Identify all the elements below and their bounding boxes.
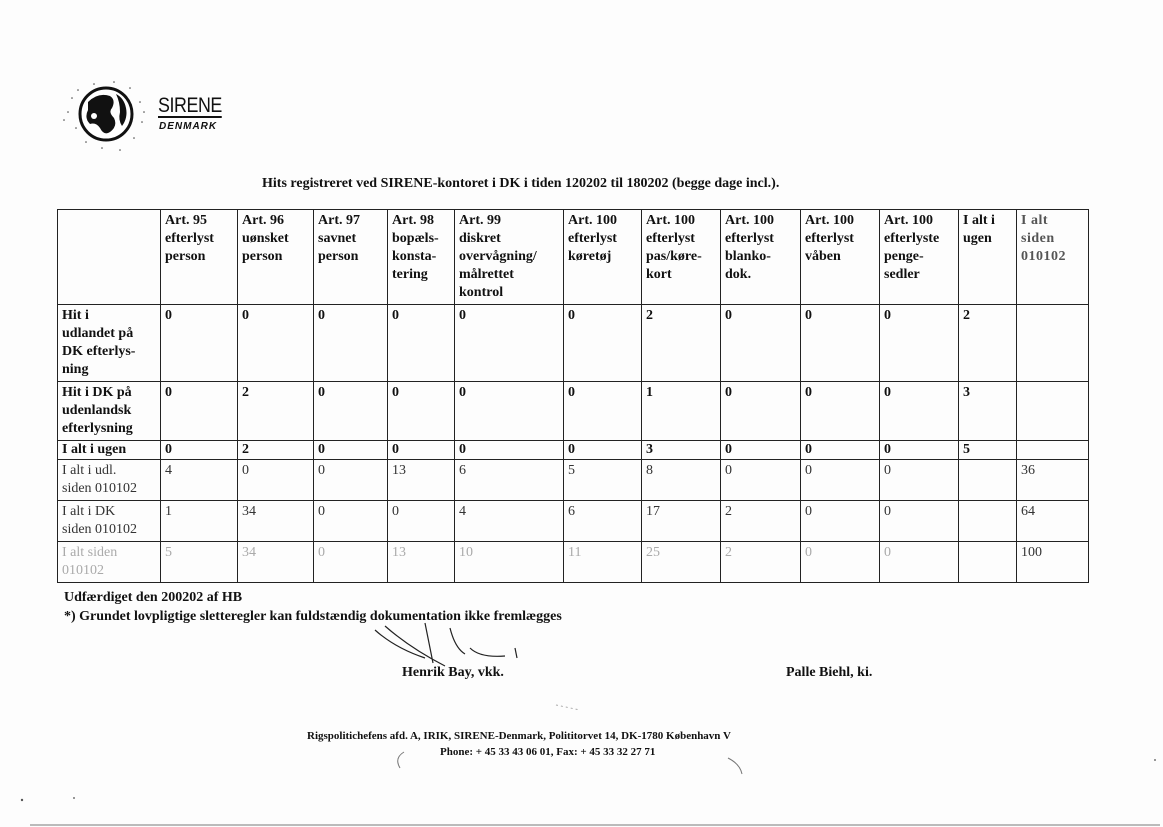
completed-by: Udfærdiget den 200202 af HB (64, 590, 243, 605)
row-label-line: I alt i DK (62, 504, 116, 519)
column-header-line: efterlyst (725, 231, 774, 246)
column-header-line: Art. 99 (459, 213, 501, 228)
table-cell: 5 (161, 542, 238, 583)
table-cell: 0 (564, 305, 642, 382)
table-cell: 13 (388, 460, 455, 501)
document-title: Hits registreret ved SIRENE-kontoret i DK i tiden 120202 til 180202 (begge dage incl.). (262, 176, 780, 191)
column-header-line: Art. 100 (805, 213, 854, 228)
table-cell: 0 (564, 382, 642, 441)
column-header-line: Art. 100 (646, 213, 695, 228)
column-header-line: Art. 97 (318, 213, 360, 228)
table-cell: 0 (455, 441, 564, 460)
table-cell: 2 (721, 501, 801, 542)
column-header-line: efterlyst (646, 231, 695, 246)
table-cell: 0 (388, 305, 455, 382)
footnote: *) Grundet lovpligtige sletteregler kan fuldstændig dokumentation ikke fremlægges (64, 609, 562, 624)
table-cell: 0 (388, 501, 455, 542)
table-cell: 0 (721, 305, 801, 382)
column-header-line: I alt (1021, 213, 1048, 228)
column-header-line: overvågning/ (459, 249, 537, 264)
table-cell: 1 (642, 382, 721, 441)
scan-edge (30, 824, 1160, 826)
table-cell: 0 (880, 382, 959, 441)
table-cell: 2 (959, 305, 1017, 382)
column-header-line: målrettet (459, 267, 514, 282)
table-cell: 0 (161, 305, 238, 382)
column-header-line: person (318, 249, 359, 264)
row-label-line: udenlandsk (62, 403, 132, 418)
row-label-line: Hit i (62, 308, 89, 323)
row-label-line: I alt siden (62, 545, 118, 560)
table-cell: 0 (880, 501, 959, 542)
table-cell: 0 (314, 501, 388, 542)
column-header-line: efterlyste (884, 231, 940, 246)
column-header-line: køretøj (568, 249, 612, 264)
column-header-line: person (242, 249, 283, 264)
table-cell: 0 (880, 460, 959, 501)
row-label-line: siden 010102 (62, 522, 138, 537)
table-cell: 1 (161, 501, 238, 542)
signatory-left: Henrik Bay, vkk. (402, 665, 504, 680)
column-header-line: efterlyst (568, 231, 617, 246)
table-cell: 5 (564, 460, 642, 501)
column-header-line: kort (646, 267, 672, 282)
table-cell: 0 (314, 542, 388, 583)
table-cell: 36 (1017, 460, 1089, 501)
footer-address: Rigspolitichefens afd. A, IRIK, SIRENE-Denmark, Polititorvet 14, DK-1780 København V (307, 730, 731, 742)
table-cell: 4 (455, 501, 564, 542)
table-cell: 0 (455, 305, 564, 382)
table-cell: 0 (314, 382, 388, 441)
column-header-line: Art. 95 (165, 213, 207, 228)
table-cell: 0 (880, 542, 959, 583)
table-cell: 0 (238, 460, 314, 501)
table-cell: 0 (161, 441, 238, 460)
column-header-line: kontrol (459, 285, 504, 300)
signatory-right: Palle Biehl, ki. (786, 665, 873, 680)
column-header-line: bopæls- (392, 231, 439, 246)
table-cell: 34 (238, 542, 314, 583)
table-cell: 17 (642, 501, 721, 542)
row-label-line: ning (62, 362, 89, 377)
row-label-line: Hit i DK på (62, 385, 132, 400)
table-cell: 34 (238, 501, 314, 542)
column-header-line: Art. 96 (242, 213, 284, 228)
column-header-line: diskret (459, 231, 501, 246)
table-cell: 0 (721, 382, 801, 441)
table-cell: 8 (642, 460, 721, 501)
column-header-line: uønsket (242, 231, 289, 246)
table-cell: 0 (801, 460, 880, 501)
table-cell: 5 (959, 441, 1017, 460)
table-cell: 0 (801, 441, 880, 460)
table-cell: 0 (801, 305, 880, 382)
table-cell: 6 (564, 501, 642, 542)
table-cell: 3 (959, 382, 1017, 441)
column-header-line: efterlyst (805, 231, 854, 246)
column-header-line: Art. 100 (568, 213, 617, 228)
table-cell: 0 (314, 305, 388, 382)
table-cell: 3 (642, 441, 721, 460)
table-cell: 25 (642, 542, 721, 583)
column-header-line: Art. 100 (884, 213, 933, 228)
table-cell: 0 (721, 460, 801, 501)
row-label-line: efterlysning (62, 421, 133, 436)
table-cell: 0 (314, 460, 388, 501)
column-header-line: siden (1021, 231, 1055, 246)
row-label-line: udlandet på (62, 326, 134, 341)
table-cell: 2 (642, 305, 721, 382)
logo-wordmark: SIRENE (158, 94, 222, 117)
table-cell: 4 (161, 460, 238, 501)
column-header-line: tering (392, 267, 428, 282)
table-cell: 0 (801, 542, 880, 583)
column-header-line: penge- (884, 249, 924, 264)
table-cell: 0 (238, 305, 314, 382)
table-cell: 0 (161, 382, 238, 441)
column-header-line: efterlyst (165, 231, 214, 246)
table-cell: 0 (388, 441, 455, 460)
table-cell: 0 (801, 382, 880, 441)
column-header-line: savnet (318, 231, 357, 246)
table-cell: 11 (564, 542, 642, 583)
row-label-line: I alt i udl. (62, 463, 117, 478)
logo-subtitle: DENMARK (159, 121, 218, 132)
table-cell: 2 (721, 542, 801, 583)
table-cell: 2 (238, 382, 314, 441)
column-header-line: Art. 100 (725, 213, 774, 228)
table-cell: 0 (801, 501, 880, 542)
column-header-line: sedler (884, 267, 920, 282)
column-header-line: I alt i (963, 213, 995, 228)
table-cell: 2 (238, 441, 314, 460)
footer-phone: Phone: + 45 33 43 06 01, Fax: + 45 33 32 27 71 (440, 746, 656, 758)
column-header-line: dok. (725, 267, 752, 282)
column-header-line: blanko- (725, 249, 771, 264)
table-cell: 13 (388, 542, 455, 583)
row-label-line: DK efterlys- (62, 344, 136, 359)
column-header-line: ugen (963, 231, 992, 246)
table-cell: 0 (564, 441, 642, 460)
table-cell: 0 (880, 441, 959, 460)
table-cell: 0 (388, 382, 455, 441)
column-header-line: 010102 (1021, 249, 1066, 264)
row-label-line: 010102 (62, 563, 104, 578)
row-label-line: I alt i ugen (62, 442, 127, 457)
table-cell: 64 (1017, 501, 1089, 542)
column-header-line: person (165, 249, 206, 264)
column-header-line: Art. 98 (392, 213, 434, 228)
column-header-line: pas/køre- (646, 249, 702, 264)
table-cell: 0 (455, 382, 564, 441)
table-cell: 6 (455, 460, 564, 501)
table-cell: 0 (880, 305, 959, 382)
table-cell: 100 (1017, 542, 1089, 583)
row-label-line: siden 010102 (62, 481, 138, 496)
column-header-line: konsta- (392, 249, 437, 264)
column-header-line: våben (805, 249, 841, 264)
table-cell: 0 (314, 441, 388, 460)
table-cell: 0 (721, 441, 801, 460)
table-cell: 10 (455, 542, 564, 583)
